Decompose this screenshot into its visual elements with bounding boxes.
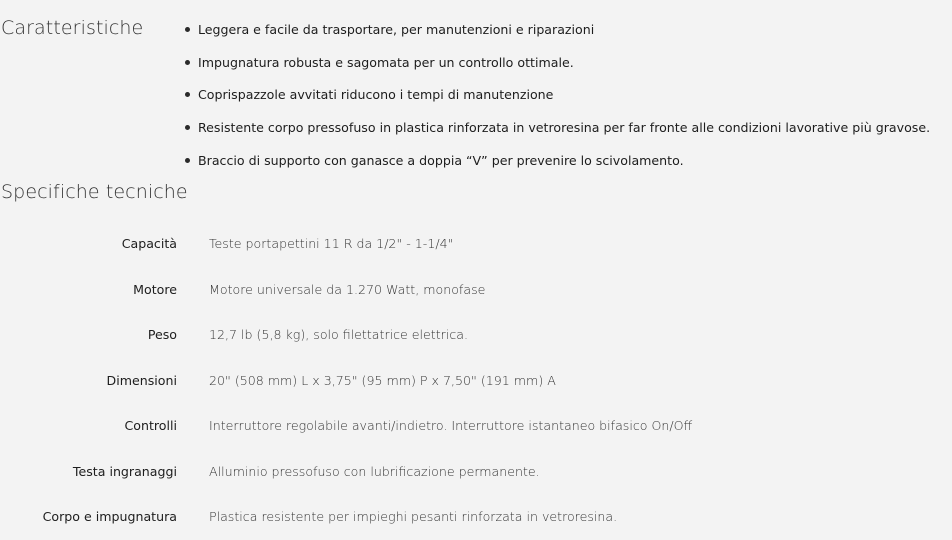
spec-row-gear-head [0, 448, 952, 494]
spec-row-controls [0, 402, 952, 448]
feature-text: Coprispazzole avvitati riducono i tempi di manutenzione [198, 87, 554, 103]
feature-item [185, 79, 930, 112]
bullet-icon [185, 92, 190, 97]
bullet-icon [185, 60, 190, 65]
feature-text: Leggera e facile da trasportare, per manutenzioni e riparazioni [198, 21, 595, 37]
spec-value: 20" (508 mm) L x 3,75" (95 mm) P x 7,50" (191 mm) A [209, 372, 556, 388]
specs-table [0, 220, 952, 539]
feature-text: Braccio di supporto con ganasce a doppia “V” per prevenire lo scivolamento. [198, 152, 684, 168]
spec-value: Motore universale da 1.270 Watt, monofase [209, 281, 486, 297]
spec-label: Corpo e impugnatura [42, 509, 177, 524]
spec-value: Alluminio pressofuso con lubrificazione permanente. [209, 463, 540, 479]
feature-item [185, 13, 930, 46]
feature-item [185, 46, 930, 79]
spec-label: Capacità [121, 236, 177, 251]
spec-label: Testa ingranaggi [72, 463, 177, 479]
spec-row-capacity [0, 220, 952, 266]
bullet-icon [185, 27, 190, 32]
specs-heading: Specifiche tecniche [1, 181, 188, 203]
spec-row-body-handle [0, 493, 952, 539]
feature-item [185, 144, 930, 177]
bullet-icon [185, 158, 190, 163]
spec-label: Dimensioni [106, 372, 177, 388]
bullet-icon [185, 125, 190, 130]
spec-label: Motore [133, 281, 177, 297]
spec-row-weight [0, 311, 952, 357]
feature-text: Resistente corpo pressofuso in plastica rinforzata in vetroresina per far fronte alle condizioni lavorative più gravose. [198, 120, 931, 136]
spec-label: Peso [147, 327, 177, 342]
features-list [185, 13, 930, 177]
spec-value: Plastica resistente per impieghi pesanti rinforzata in vetroresina. [209, 509, 618, 524]
spec-row-dimensions [0, 357, 952, 403]
spec-value: Interruttore regolabile avanti/indietro. Interruttore istantaneo bifasico On/Off [209, 418, 693, 433]
features-heading: Caratteristiche [1, 17, 144, 39]
spec-label: Controlli [124, 418, 177, 433]
feature-item [185, 111, 930, 144]
feature-text: Impugnatura robusta e sagomata per un controllo ottimale. [198, 54, 574, 70]
spec-value: 12,7 lb (5,8 kg), solo filettatrice elettrica. [209, 327, 468, 342]
spec-value: Teste portapettini 11 R da 1/2" - 1-1/4" [209, 236, 454, 251]
spec-row-motor [0, 266, 952, 312]
